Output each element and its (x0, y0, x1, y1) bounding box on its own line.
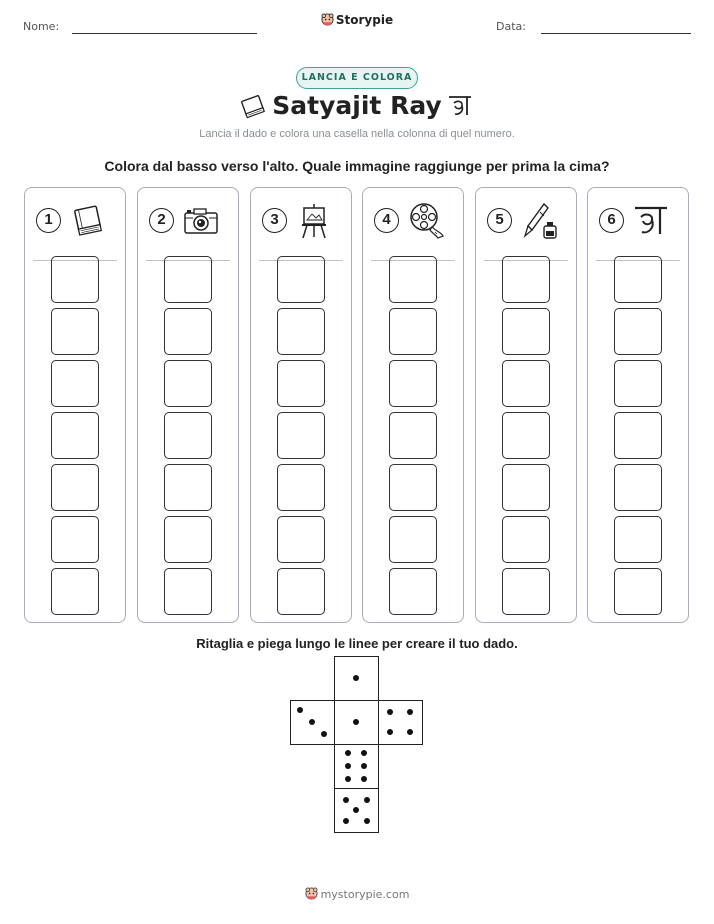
color-cell[interactable] (502, 516, 550, 563)
die-pip (387, 709, 393, 715)
color-cell[interactable] (277, 412, 325, 459)
color-cell[interactable] (614, 308, 662, 355)
color-cell[interactable] (164, 360, 212, 407)
color-cell[interactable] (389, 412, 437, 459)
die-pip (361, 750, 367, 756)
column-number: 3 (262, 208, 287, 233)
die-pip (345, 750, 351, 756)
die-face-top (334, 656, 379, 701)
die-pip (364, 818, 370, 824)
color-cell[interactable] (164, 308, 212, 355)
die-pip (407, 709, 413, 715)
color-cell[interactable] (164, 412, 212, 459)
die-pip (407, 729, 413, 735)
color-cell[interactable] (51, 308, 99, 355)
color-cell[interactable] (277, 464, 325, 511)
column-number: 5 (487, 208, 512, 233)
storypie-logo-icon (321, 13, 334, 26)
book-icon (69, 202, 107, 240)
die-pip (361, 763, 367, 769)
color-cell[interactable] (51, 516, 99, 563)
color-cell[interactable] (389, 308, 437, 355)
die-face-center (334, 700, 379, 745)
color-cell[interactable] (277, 360, 325, 407)
column-6 (587, 187, 689, 623)
die-pip (364, 797, 370, 803)
die-pip (343, 797, 349, 803)
color-cell[interactable] (614, 412, 662, 459)
color-cell[interactable] (389, 464, 437, 511)
die-face-left (290, 700, 335, 745)
color-cell[interactable] (277, 516, 325, 563)
die-pip (297, 707, 303, 713)
column-5 (475, 187, 577, 623)
die-face-bottom (334, 788, 379, 833)
die-pip (345, 763, 351, 769)
column-number: 2 (149, 208, 174, 233)
color-cell[interactable] (51, 412, 99, 459)
die-face-lower (334, 744, 379, 789)
die-pip (309, 719, 315, 725)
color-cell[interactable] (614, 256, 662, 303)
film-reel-icon (407, 202, 445, 240)
die-face-right (378, 700, 423, 745)
die-pip (353, 719, 359, 725)
column-3 (250, 187, 352, 623)
storypie-logo-icon (305, 887, 318, 900)
color-cell[interactable] (277, 568, 325, 615)
subtitle: Lancia il dado e colora una casella nella colonna di quel numero. (199, 128, 515, 140)
column-number: 6 (599, 208, 624, 233)
color-cell[interactable] (277, 308, 325, 355)
easel-icon (295, 202, 333, 240)
color-cell[interactable] (389, 256, 437, 303)
date-line[interactable] (541, 33, 691, 34)
name-label: Nome: (23, 20, 60, 33)
color-cell[interactable] (614, 464, 662, 511)
column-4 (362, 187, 464, 623)
color-cell[interactable] (51, 256, 99, 303)
die-pip (353, 807, 359, 813)
column-number: 1 (36, 208, 61, 233)
color-cell[interactable] (614, 516, 662, 563)
die-pip (353, 675, 359, 681)
color-cell[interactable] (389, 568, 437, 615)
color-cell[interactable] (502, 568, 550, 615)
column-number: 4 (374, 208, 399, 233)
color-cell[interactable] (164, 256, 212, 303)
color-cell[interactable] (502, 308, 550, 355)
column-1 (24, 187, 126, 623)
color-cell[interactable] (51, 360, 99, 407)
color-cell[interactable] (389, 516, 437, 563)
footer-url: mystorypie.com (320, 888, 410, 901)
color-cell[interactable] (277, 256, 325, 303)
die-pip (387, 729, 393, 735)
die-pip (361, 776, 367, 782)
color-cell[interactable] (502, 412, 550, 459)
page-title: Satyajit Ray (272, 91, 442, 120)
color-cell[interactable] (389, 360, 437, 407)
name-line[interactable] (72, 33, 257, 34)
color-cell[interactable] (614, 568, 662, 615)
instruction: Colora dal basso verso l'alto. Quale immagine raggiunge per prima la cima? (104, 158, 610, 174)
color-cell[interactable] (502, 256, 550, 303)
color-cell[interactable] (502, 464, 550, 511)
fountain-pen-icon (520, 202, 558, 240)
cut-instruction: Ritaglia e piega lungo le linee per creare il tuo dado. (196, 636, 518, 651)
die-pip (321, 731, 327, 737)
color-cell[interactable] (51, 568, 99, 615)
bengali-letter-icon (447, 93, 473, 119)
footer (0, 887, 714, 901)
bengali-letter-icon (632, 202, 670, 240)
die-pip (345, 776, 351, 782)
color-cell[interactable] (502, 360, 550, 407)
color-cell[interactable] (614, 360, 662, 407)
color-cell[interactable] (164, 516, 212, 563)
brand-logo (0, 13, 714, 27)
color-cell[interactable] (164, 464, 212, 511)
brand-name: Storypie (335, 13, 394, 27)
die-pip (343, 818, 349, 824)
activity-badge: LANCIA E COLORA (296, 67, 418, 89)
column-2 (137, 187, 239, 623)
date-label: Data: (496, 20, 526, 33)
camera-icon (182, 202, 220, 240)
color-cell[interactable] (51, 464, 99, 511)
color-cell[interactable] (164, 568, 212, 615)
